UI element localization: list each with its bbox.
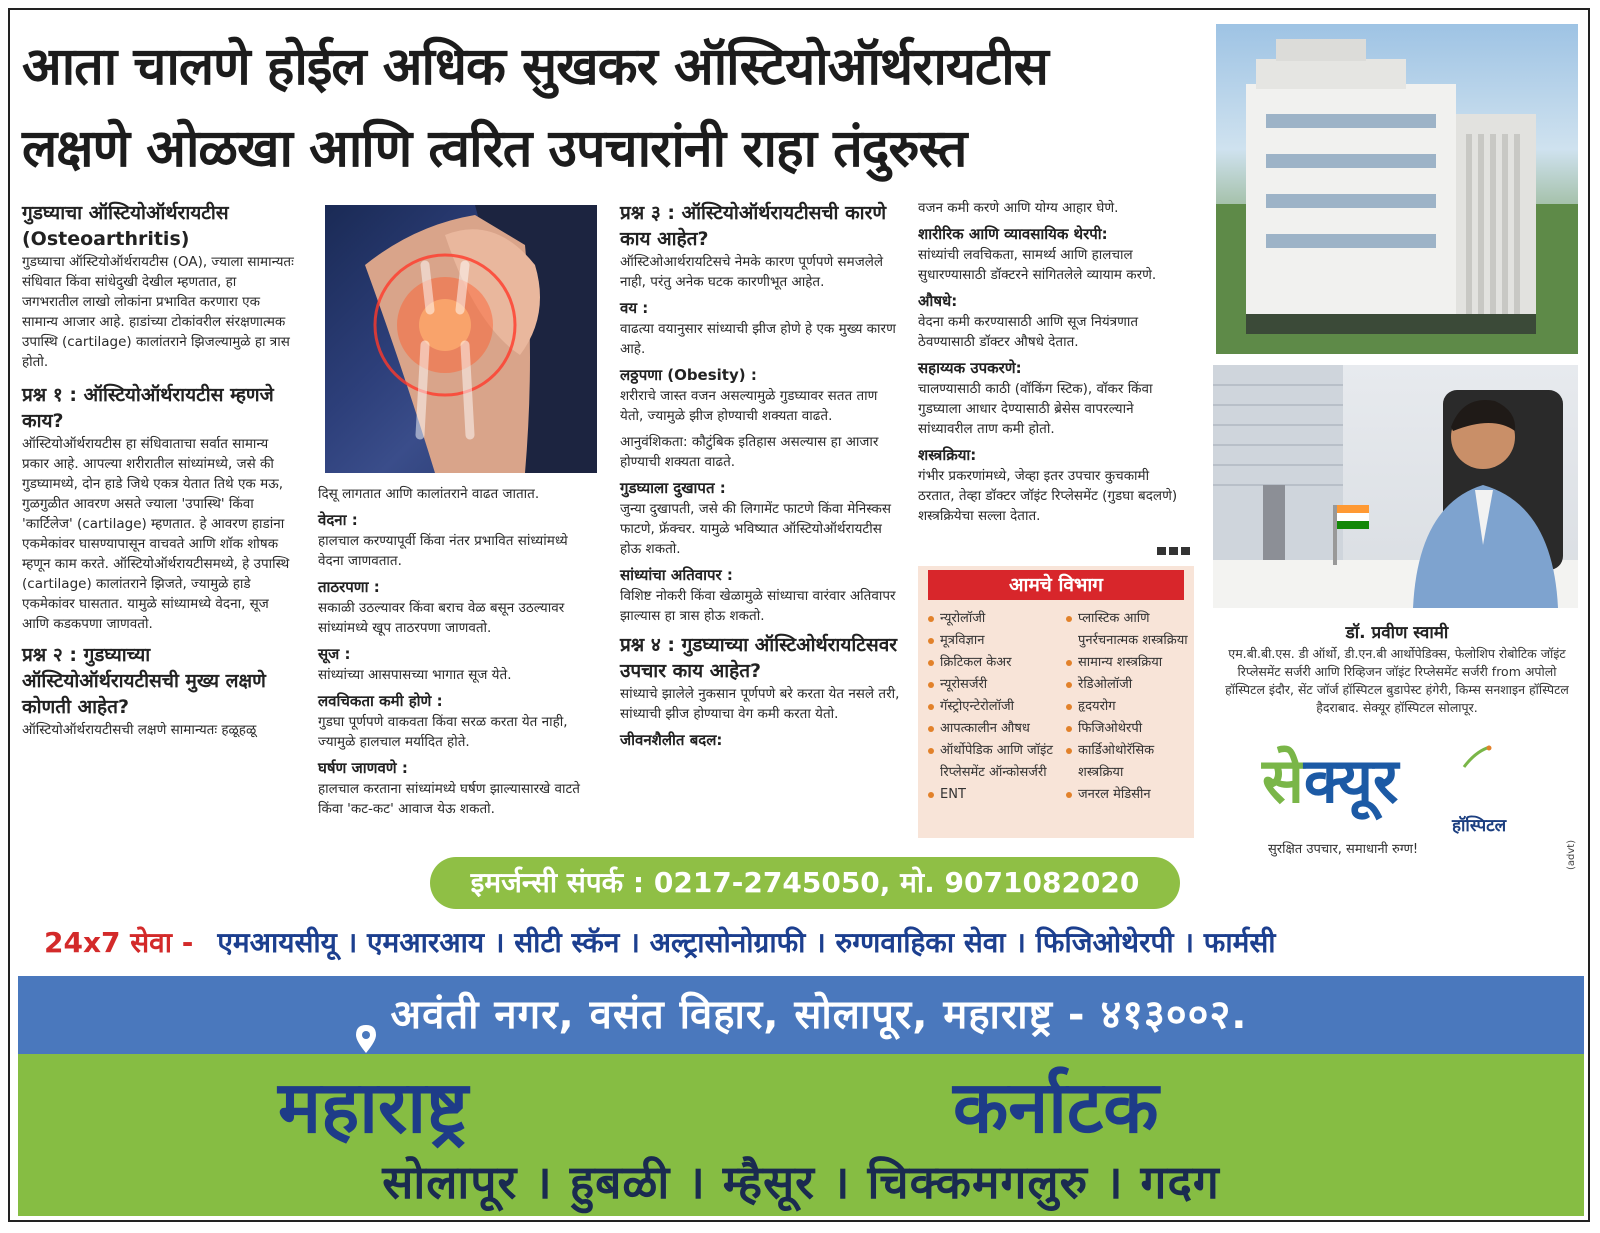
paragraph: सांध्यांची लवचिकता, सामर्थ्य आणि हालचाल सुधारण्यासाठी डॉक्टरने सांगितलेले व्यायाम करणे.: [918, 247, 1157, 283]
treatment-heading: शस्त्रक्रिया:: [918, 446, 977, 464]
address-text: अवंती नगर, वसंत विहार, सोलापूर, महाराष्ट्र - ४१३००२.: [390, 992, 1248, 1038]
department-item: फिजिओथेरपी: [1064, 718, 1192, 740]
symptom-heading: ताठरपणा :: [318, 578, 380, 596]
paragraph: गंभीर प्रकरणांमध्ये, जेव्हा इतर उपचार कुचकामी ठरतात, तेव्हा डॉक्टर जॉइंट रिप्लेसमेंट (गुडघा बदलणे) शस्त्रक्रियेचा सल्ला देतात.: [918, 468, 1178, 524]
headline: [22, 26, 1182, 190]
paragraph: चालण्यासाठी काठी (वॉकिंग स्टिक), वॉकर किंवा गुडघ्याला आधार देण्यासाठी ब्रेसेस वापरल्याने सांध्यावरील ताण कमी होतो.: [918, 381, 1153, 437]
paragraph: सकाळी उठल्यावर किंवा बराच वेळ बसून उठल्यावर सांध्यांमध्ये खूप ताठरपणा जाणवतो.: [318, 600, 565, 636]
department-item: गॅस्ट्रोएन्टेरोलॉजी: [926, 696, 1056, 718]
symptom-heading: घर्षण जाणवणे :: [318, 759, 408, 777]
logo-wordmark: सेक्यूर: [1262, 744, 1399, 817]
doctor-photo: [1213, 365, 1578, 608]
paragraph: शरीराचे जास्त वजन असल्यामुळे गुडघ्यावर सतत ताण येतो, ज्यामुळे झीज होण्याची शक्यता वाढते.: [620, 388, 878, 424]
department-item: हृदयरोग: [1064, 696, 1192, 718]
departments-list-left: [926, 608, 1056, 806]
treatment-heading: औषधे:: [918, 292, 958, 310]
doctor-qualifications: एम.बी.बी.एस. डी ऑर्थो, डी.एन.बी आर्थोपेडिक्स, फेलोशिप रोबोटिक जॉइंट रिप्लेसमेंट सर्जरी आणि रिव्हिजन जॉइंट रिप्लेसमेंट सर्जरी from अपोलो हॉस्पिटल इंदौर, सेंट जॉर्ज हॉस्पिटल बुडापेस्ट हंगेरी, किम्स सनशाइन हॉस्पिटल हैदराबाद. सेक्यूर हॉस्पिटल सोलापूर.: [1225, 646, 1569, 715]
logo-tagline: सुरक्षित उपचार, समाधानी रुग्ण!: [1268, 842, 1419, 857]
symptom-heading: सूज :: [318, 645, 351, 663]
departments-box: [918, 566, 1194, 838]
section-heading: गुडघ्याचा ऑस्टियोऑर्थरायटीस (Osteoarthritis): [22, 202, 229, 250]
paragraph: जुन्या दुखापती, जसे की लिगामेंट फाटणे किंवा मेनिस्कस फाटणे, फ्रॅक्चर. यामुळे भविष्यात ऑस्टियोऑर्थरायटीस होऊ शकतो.: [620, 501, 891, 557]
symptom-heading: वेदना :: [318, 511, 358, 529]
paragraph: गुडघा पूर्णपणे वाकवता किंवा सरळ करता येत नाही, ज्यामुळे हालचाल मर्यादित होते.: [318, 714, 568, 750]
department-item: ऑर्थोपेडिक आणि जॉइंट रिप्लेसमेंट ऑन्कोसर्जरी: [926, 740, 1056, 784]
question-2: प्रश्न २ : गुडघ्याच्या ऑस्टियोऑर्थरायटीसची मुख्य लक्षणे कोणती आहेत?: [22, 644, 266, 718]
continuation-dots: [1157, 540, 1193, 548]
column-4: [918, 198, 1180, 532]
hospital-logo: [1262, 745, 1532, 855]
question-4: प्रश्न ४ : गुडघ्याच्या ऑस्टिओर्थरायटिसवर उपचार काय आहेत?: [620, 634, 898, 682]
headline-line-1: आता चालणे होईल अधिक सुखकर ऑस्टियोऑर्थरायटीस: [22, 37, 1048, 97]
paragraph: वजन कमी करणे आणि योग्य आहार घेणे.: [918, 200, 1119, 216]
services-label: 24x7 सेवा -: [44, 926, 194, 959]
paragraph: आनुवंशिकता: कौटुंबिक इतिहास असल्यास हा आजार होण्याची शक्यता वाढते.: [620, 434, 879, 470]
department-item: जनरल मेडिसीन: [1064, 784, 1192, 806]
paragraph: वाढत्या वयानुसार सांध्याची झीज होणे हे एक मुख्य कारण आहे.: [620, 321, 896, 357]
address-bar: [18, 976, 1584, 1054]
paragraph: ऑस्टियोऑर्थरायटीस हा संधिवाताचा सर्वात सामान्य प्रकार आहे. आपल्या शरीरातील सांध्यांमध्ये, जसे की गुडघ्यामध्ये, दोन हाडे जिथे एकत्र येतात तिथे एक मऊ, गुळगुळीत आवरण असते ज्याला 'उपास्थि' किंवा 'कार्टिलेज' (cartilage) म्हणतात. हे आवरण हाडांना एकमेकांवर घासण्यापासून वाचवते आणि शॉक शोषक म्हणून काम करते. ऑस्टियोऑर्थरायटीसमध्ये, हे उपास्थि (cartilage) कालांतराने झिजते, ज्यामुळे हाडे एकमेकांवर घासतात. यामुळे सांध्यामध्ये वेदना, सूज आणि कडकपणा जाणवतो.: [22, 436, 290, 632]
paragraph: ऑस्टियोऑर्थरायटीसची लक्षणे सामान्यतः हळूहळू: [22, 722, 257, 738]
location-pin-icon: [355, 1002, 377, 1032]
column-3: [620, 200, 900, 751]
departments-title: आमचे विभाग: [928, 570, 1184, 600]
logo-hospital-text: हॉस्पिटल: [1452, 816, 1507, 836]
column-1: [22, 200, 297, 746]
column-2: [318, 484, 596, 825]
department-item: रेडिओलॉजी: [1064, 674, 1192, 696]
question-3: प्रश्न ३ : ऑस्टियोऑर्थरायटीसची कारणे काय आहेत?: [620, 202, 887, 250]
department-item: ENT: [926, 784, 1056, 806]
paragraph: ऑस्टिओआर्थरायटिसचे नेमके कारण पूर्णपणे समजलेले नाही, परंतु अनेक घटक कारणीभूत आहेत.: [620, 254, 884, 290]
department-item: न्यूरोसर्जरी: [926, 674, 1056, 696]
paragraph: हालचाल करताना सांध्यांमध्ये घर्षण झाल्यासारखे वाटते किंवा 'कट-कट' आवाज येऊ शकतो.: [318, 781, 580, 817]
headline-line-2: लक्षणे ओळखा आणि त्वरित उपचारांनी राहा तंदुरुस्त: [22, 119, 967, 179]
department-item: मूत्रविज्ञान: [926, 630, 1056, 652]
cities-list: सोलापूर । हुबळी । म्हैसूर । चिक्कमगलुरु । गदग: [382, 1155, 1220, 1209]
state-maharashtra: महाराष्ट्र: [278, 1065, 469, 1149]
knee-pain-image: [325, 205, 597, 473]
paragraph: सांध्यांच्या आसपासच्या भागात सूज येते.: [318, 667, 512, 683]
state-karnataka: कर्नाटक: [953, 1065, 1159, 1149]
advt-label: (advt): [1566, 839, 1577, 870]
cause-heading: गुडघ्याला दुखापत :: [620, 479, 726, 497]
paragraph: वेदना कमी करण्यासाठी आणि सूज नियंत्रणात ठेवण्यासाठी डॉक्टर औषधे देतात.: [918, 314, 1139, 350]
cause-heading: वय :: [620, 299, 649, 317]
treatment-heading: शारीरिक आणि व्यावसायिक थेरपी:: [918, 225, 1108, 243]
cause-heading: सांध्यांचा अतिवापर :: [620, 566, 733, 584]
services-strip: [44, 920, 1574, 966]
department-item: कार्डिओथोरॅसिक शस्त्रक्रिया: [1064, 740, 1192, 784]
treatment-heading: सहाय्यक उपकरणे:: [918, 359, 1022, 377]
department-item: न्यूरोलॉजी: [926, 608, 1056, 630]
department-item: सामान्य शस्त्रक्रिया: [1064, 652, 1192, 674]
paragraph: दिसू लागतात आणि कालांतराने वाढत जातात.: [318, 486, 540, 502]
doctor-name: डॉ. प्रवीण स्वामी: [1345, 623, 1449, 643]
departments-list-right: [1064, 608, 1192, 806]
symptom-heading: लवचिकता कमी होणे :: [318, 692, 443, 710]
department-item: आपत्कालीन औषध: [926, 718, 1056, 740]
paragraph: सांध्याचे झालेले नुकसान पूर्णपणे बरे करता येत नसले तरी, सांध्याची झीज होण्याचा वेग कमी करता येतो.: [620, 686, 900, 722]
treatment-heading: जीवनशैलीत बदल:: [620, 731, 723, 749]
question-1: प्रश्न १ : ऑस्टियोऑर्थरायटीस म्हणजे काय?: [22, 384, 274, 432]
department-item: क्रिटिकल केअर: [926, 652, 1056, 674]
services-list: एमआयसीयू । एमआरआय । सीटी स्कॅन । अल्ट्रासोनोग्राफी । रुग्णवाहिका सेवा । फिजिओथेरपी । फार्मसी: [217, 926, 1276, 959]
emergency-contact: इमर्जन्सी संपर्क : 0217-2745050, मो. 9071082020: [430, 857, 1180, 909]
paragraph: गुडघ्याचा ऑस्टियोऑर्थरायटीस (OA), ज्याला सामान्यतः संधिवात किंवा सांधेदुखी देखील म्हणतात, हा जगभरातील लाखो लोकांना प्रभावित करणारा एक सामान्य आजार आहे. हाडांच्या टोकांवरील संरक्षणात्मक उपास्थि (cartilage) कालांतराने झिजल्यामुळे हा त्रास होतो.: [22, 254, 294, 370]
paragraph: हालचाल करण्यापूर्वी किंवा नंतर प्रभावित सांध्यांमध्ये वेदना जाणवतात.: [318, 533, 568, 569]
paragraph: विशिष्ट नोकरी किंवा खेळामुळे सांध्याचा वारंवार अतिवापर झाल्यास हा त्रास होऊ शकतो.: [620, 588, 896, 624]
cause-heading: लठ्ठपणा (Obesity) :: [620, 366, 757, 384]
department-item: प्लास्टिक आणि पुनर्रचनात्मक शस्त्रक्रिया: [1064, 608, 1192, 652]
states-banner: [18, 1054, 1584, 1216]
hospital-building-image: [1216, 24, 1578, 354]
leaf-icon: [1462, 745, 1492, 769]
